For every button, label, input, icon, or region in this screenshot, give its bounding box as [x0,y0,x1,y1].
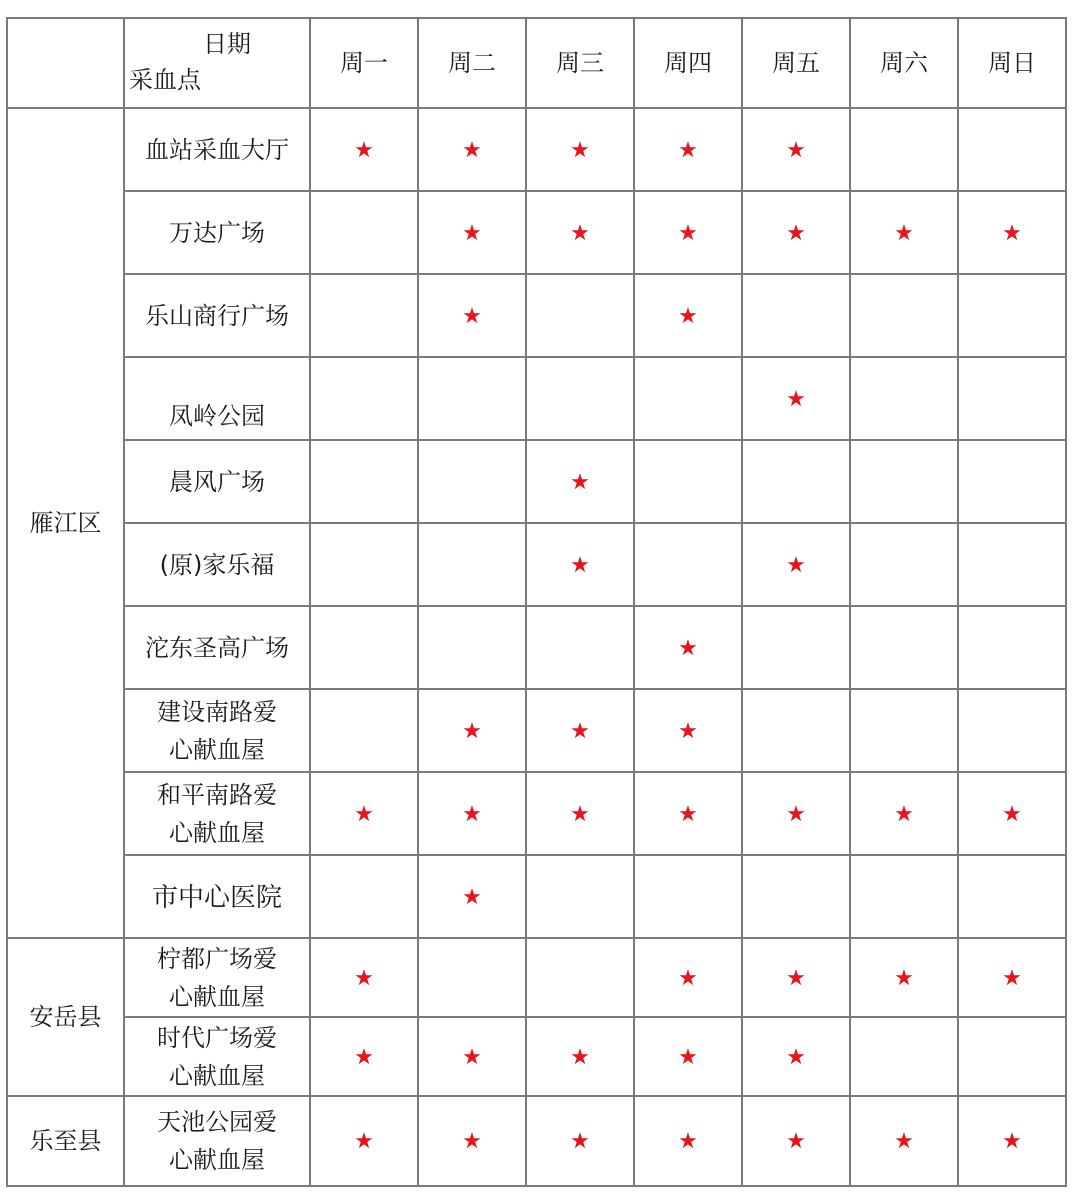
header-row [7,18,1066,108]
scheduled-star-icon: ★ [570,552,590,578]
day-cell-tue [418,689,526,772]
table-row [7,772,1066,855]
scheduled-star-icon: ★ [786,220,806,246]
table-row [7,1017,1066,1096]
day-cell-fri [742,1096,850,1186]
day-cell-tue [418,1096,526,1186]
day-cell-wed [526,938,634,1017]
scheduled-star-icon: ★ [894,1129,914,1154]
scheduled-star-icon: ★ [678,718,698,744]
scheduled-star-icon: ★ [462,884,482,910]
scheduled-star-icon: ★ [570,469,590,495]
day-header-sat: 周六 [850,18,958,108]
scheduled-star-icon: ★ [786,552,806,578]
day-cell-mon [310,689,418,772]
day-header-fri: 周五 [742,18,850,108]
day-cell-sat [850,357,958,440]
date-header-label: 日期 [203,30,251,58]
site-name-cell: 晨风广场 [124,440,310,523]
site-name-text: 天池公园爱 [157,1108,277,1136]
day-cell-sun [958,191,1066,274]
day-cell-mon [310,1096,418,1186]
day-cell-wed [526,606,634,689]
scheduled-star-icon: ★ [462,303,482,329]
schedule-body [7,18,1066,1186]
scheduled-star-icon: ★ [678,137,698,163]
day-cell-wed [526,440,634,523]
scheduled-star-icon: ★ [462,137,482,163]
district-cell: 乐至县 [7,1096,124,1186]
day-cell-mon [310,938,418,1017]
scheduled-star-icon: ★ [570,220,590,246]
table-row [7,855,1066,938]
day-cell-mon [310,357,418,440]
site-name-cell: (原)家乐福 [124,523,310,606]
site-name-cell [124,689,310,772]
day-cell-mon [310,440,418,523]
day-cell-thu [634,938,742,1017]
scheduled-star-icon: ★ [678,1044,698,1070]
site-name-cell: 沱东圣高广场 [124,606,310,689]
day-cell-tue [418,440,526,523]
scheduled-star-icon: ★ [570,137,590,163]
scheduled-star-icon: ★ [678,965,698,991]
day-cell-sat [850,938,958,1017]
day-cell-sun [958,440,1066,523]
scheduled-star-icon: ★ [570,1129,590,1154]
scheduled-star-icon: ★ [894,801,914,827]
day-cell-fri [742,108,850,191]
day-header-wed: 周三 [526,18,634,108]
day-cell-wed [526,274,634,357]
day-cell-wed [526,523,634,606]
day-cell-sun [958,689,1066,772]
day-cell-fri [742,606,850,689]
scheduled-star-icon: ★ [894,220,914,246]
day-cell-thu [634,606,742,689]
blood-collection-schedule-table [6,17,1067,1187]
header-blank-cell [7,18,124,108]
scheduled-star-icon: ★ [786,386,806,412]
day-cell-wed [526,108,634,191]
table-row [7,108,1066,191]
day-cell-sat [850,606,958,689]
day-cell-fri [742,274,850,357]
day-cell-sat [850,1017,958,1096]
day-cell-sun [958,938,1066,1017]
day-cell-sat [850,523,958,606]
day-cell-sun [958,274,1066,357]
table-row [7,191,1066,274]
day-cell-sat [850,440,958,523]
day-cell-thu [634,1017,742,1096]
day-cell-tue [418,1017,526,1096]
scheduled-star-icon: ★ [678,220,698,246]
day-header-thu: 周四 [634,18,742,108]
day-cell-tue [418,772,526,855]
day-cell-mon [310,855,418,938]
day-cell-fri [742,938,850,1017]
site-name-text: 和平南路爱 [157,780,277,809]
scheduled-star-icon: ★ [462,1044,482,1070]
scheduled-star-icon: ★ [678,1129,698,1154]
day-cell-thu [634,274,742,357]
scheduled-star-icon: ★ [678,635,698,661]
table-row [7,274,1066,357]
day-cell-tue [418,108,526,191]
site-name-cell [124,938,310,1017]
day-cell-tue [418,274,526,357]
day-cell-wed [526,191,634,274]
scheduled-star-icon: ★ [786,1129,806,1154]
scheduled-star-icon: ★ [462,1129,482,1154]
day-cell-thu [634,1096,742,1186]
site-name-text: 时代广场爱 [157,1023,277,1052]
day-cell-sat [850,689,958,772]
scheduled-star-icon: ★ [354,965,374,991]
day-header-tue: 周二 [418,18,526,108]
day-cell-thu [634,108,742,191]
scheduled-star-icon: ★ [354,1044,374,1070]
scheduled-star-icon: ★ [786,1044,806,1070]
header-corner-cell [124,18,310,108]
day-cell-sun [958,1017,1066,1096]
district-cell: 安岳县 [7,938,124,1096]
day-cell-thu [634,689,742,772]
site-name-text: 心献血屋 [169,735,265,764]
table-row [7,1096,1066,1186]
table-row [7,523,1066,606]
day-cell-fri [742,772,850,855]
site-name-text: 柠都广场爱 [157,944,277,973]
site-name-cell: 乐山商行广场 [124,274,310,357]
day-cell-sat [850,274,958,357]
day-cell-mon [310,191,418,274]
scheduled-star-icon: ★ [786,137,806,163]
table-row [7,606,1066,689]
day-cell-mon [310,772,418,855]
day-cell-thu [634,855,742,938]
day-cell-fri [742,855,850,938]
day-cell-sun [958,108,1066,191]
scheduled-star-icon: ★ [462,718,482,744]
day-cell-tue [418,357,526,440]
scheduled-star-icon: ★ [894,965,914,991]
table-row [7,440,1066,523]
day-cell-fri [742,357,850,440]
day-cell-tue [418,191,526,274]
site-name-cell: 万达广场 [124,191,310,274]
scheduled-star-icon: ★ [462,220,482,246]
day-cell-tue [418,855,526,938]
site-name-text: 心献血屋 [169,982,265,1011]
day-cell-sat [850,191,958,274]
day-header-sun: 周日 [958,18,1066,108]
day-cell-sun [958,855,1066,938]
day-cell-mon [310,523,418,606]
table-row [7,938,1066,1017]
site-name-text: 心献血屋 [169,1061,265,1090]
day-cell-thu [634,440,742,523]
scheduled-star-icon: ★ [786,965,806,991]
day-cell-thu [634,523,742,606]
day-cell-sat [850,1096,958,1186]
table-row [7,689,1066,772]
site-name-text: 建设南路爱 [157,697,277,726]
scheduled-star-icon: ★ [462,801,482,827]
day-cell-fri [742,1017,850,1096]
scheduled-star-icon: ★ [1002,965,1022,991]
day-cell-sat [850,772,958,855]
site-name-cell: 凤岭公园 [124,357,310,440]
site-name-text: 心献血屋 [169,818,265,847]
day-cell-sun [958,357,1066,440]
day-cell-wed [526,1096,634,1186]
scheduled-star-icon: ★ [354,1129,374,1154]
day-cell-fri [742,689,850,772]
table-row [7,357,1066,440]
day-cell-wed [526,357,634,440]
scheduled-star-icon: ★ [354,137,374,163]
site-name-cell [124,772,310,855]
site-name-cell: 血站采血大厅 [124,108,310,191]
site-name-text: 心献血屋 [169,1146,265,1174]
day-cell-sun [958,606,1066,689]
day-cell-fri [742,523,850,606]
day-cell-mon [310,274,418,357]
site-name-cell: 市中心医院 [124,855,310,938]
day-cell-thu [634,357,742,440]
day-cell-sun [958,523,1066,606]
day-cell-sat [850,108,958,191]
day-cell-fri [742,440,850,523]
day-cell-wed [526,1017,634,1096]
day-cell-wed [526,689,634,772]
scheduled-star-icon: ★ [354,801,374,827]
day-cell-tue [418,938,526,1017]
scheduled-star-icon: ★ [570,718,590,744]
scheduled-star-icon: ★ [786,801,806,827]
site-name-cell [124,1096,310,1186]
day-cell-sun [958,1096,1066,1186]
site-header-label: 采血点 [129,66,201,94]
day-cell-tue [418,523,526,606]
day-cell-thu [634,191,742,274]
day-cell-mon [310,108,418,191]
day-cell-wed [526,855,634,938]
scheduled-star-icon: ★ [1002,1129,1022,1154]
day-header-mon: 周一 [310,18,418,108]
district-cell: 雁江区 [7,108,124,938]
day-cell-sun [958,772,1066,855]
scheduled-star-icon: ★ [570,801,590,827]
day-cell-fri [742,191,850,274]
scheduled-star-icon: ★ [1002,220,1022,246]
day-cell-tue [418,606,526,689]
scheduled-star-icon: ★ [1002,801,1022,827]
day-cell-mon [310,1017,418,1096]
scheduled-star-icon: ★ [678,801,698,827]
site-name-cell [124,1017,310,1096]
day-cell-mon [310,606,418,689]
day-cell-wed [526,772,634,855]
scheduled-star-icon: ★ [570,1044,590,1070]
day-cell-sat [850,855,958,938]
scheduled-star-icon: ★ [678,303,698,329]
day-cell-thu [634,772,742,855]
